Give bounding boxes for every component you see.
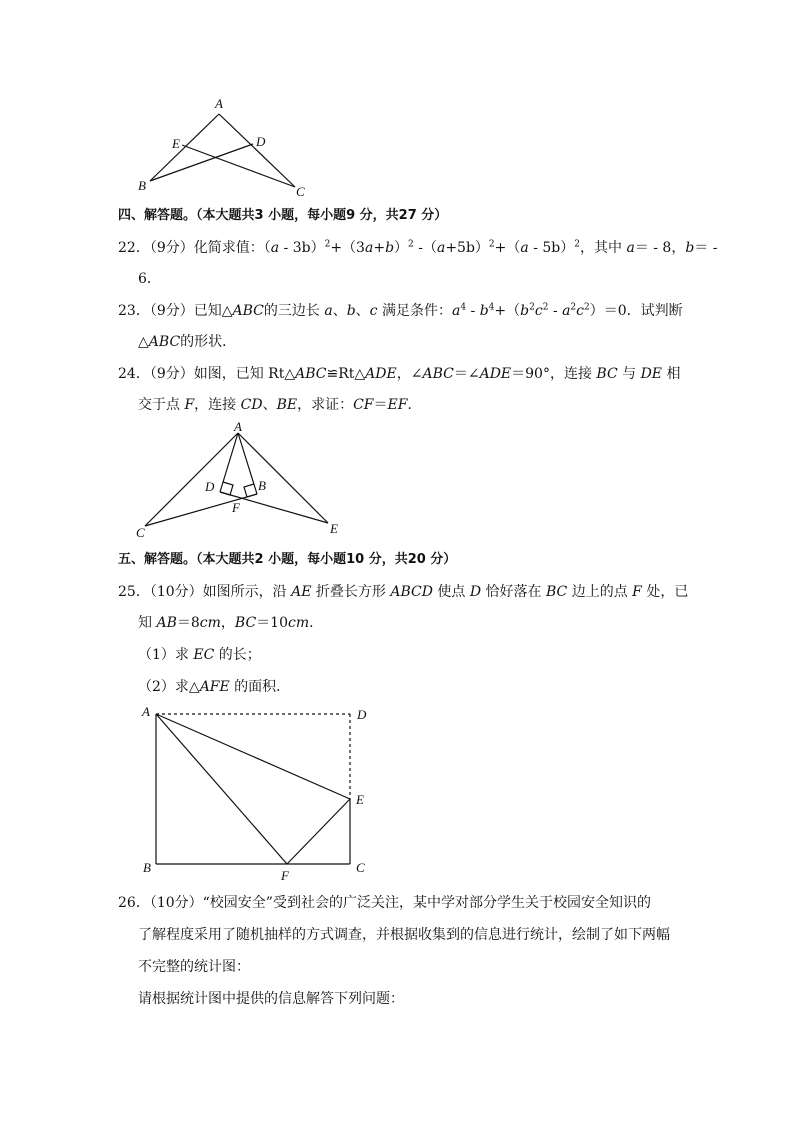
label-d: D xyxy=(205,479,215,494)
congruent-triangles-figure xyxy=(130,420,350,542)
question-22: 22．（9分）化简求值：$(a - 3b)^2+(3a+b)^2$ $-(a+5b)^2+(a - 5b)^2$，其中 a＝ - 8，b＝ - xyxy=(118,239,718,256)
triangle-figure xyxy=(130,95,320,200)
segment-fe xyxy=(287,799,350,864)
segment-ab xyxy=(150,114,219,181)
label-c: C xyxy=(356,860,365,875)
question-26-line-4: 请根据统计图中提供的信息解答下列问题： xyxy=(138,991,404,1007)
question-26-line-3: 不完整的统计图： xyxy=(138,959,250,975)
question-26-line-2: 了解程度采用了随机抽样的方式调查，并根据收集到的信息进行统计，绘制了如下两幅 xyxy=(138,927,670,943)
label-b: B xyxy=(258,478,266,493)
label-a: A xyxy=(234,420,242,434)
question-25: 25．（10分）如图所示，沿 AE 折叠长方形 ABCD 使点 D 恰好落在 BC 边上的点 F 处，已 xyxy=(118,584,689,600)
label-e: E xyxy=(172,136,180,151)
segment-af xyxy=(156,714,287,864)
label-a: A xyxy=(215,96,223,111)
question-23-cont: △ABC的形状． xyxy=(138,334,237,350)
label-b: B xyxy=(138,178,146,193)
question-22-cont: 6． xyxy=(138,271,161,287)
label-e: E xyxy=(330,521,338,536)
label-d: D xyxy=(256,134,266,149)
label-a: A xyxy=(142,704,150,719)
label-f: F xyxy=(232,500,240,515)
section-5-heading: 五、解答题。（本大题共2 小题，每小题10 分，共20 分） xyxy=(118,552,457,567)
segment-ce xyxy=(182,145,295,187)
segment-be xyxy=(150,144,253,181)
label-f: F xyxy=(281,868,289,883)
question-23: 23．（9分）已知△ABC的三边长 a、b、c 满足条件：$a^4 - b^4+(b^2c^2 - a^2c^2)=0$．试判断 xyxy=(118,302,683,319)
segment-ac xyxy=(219,114,295,187)
label-b: B xyxy=(143,860,151,875)
rectangle-fold-figure xyxy=(135,700,375,885)
segment-ae xyxy=(156,714,350,799)
question-26: 26．（10分）“校园安全”受到社会的广泛关注，某中学对部分学生关于校园安全知识的 xyxy=(118,895,651,911)
section-4-heading: 四、解答题。（本大题共3 小题，每小题9 分，共27 分） xyxy=(118,208,448,223)
label-d: D xyxy=(357,707,367,722)
label-c: C xyxy=(296,184,305,199)
question-25-part-1: （1）求 EC 的长； xyxy=(138,647,261,663)
question-24-cont: 交于点 F，连接 CD、BE，求证：CF＝EF． xyxy=(138,397,422,413)
label-e: E xyxy=(356,792,364,807)
question-25-part-2: （2）求△AFE 的面积． xyxy=(138,679,291,695)
label-c: C xyxy=(136,525,145,540)
question-25-cont: 知 AB＝8cm，BC＝10cm． xyxy=(138,615,324,631)
question-24: 24．（9分）如图，已知 Rt△ABC≌Rt△ADE，∠ABC＝∠ADE＝90°，连接 BC 与 DE 相 xyxy=(118,366,681,382)
